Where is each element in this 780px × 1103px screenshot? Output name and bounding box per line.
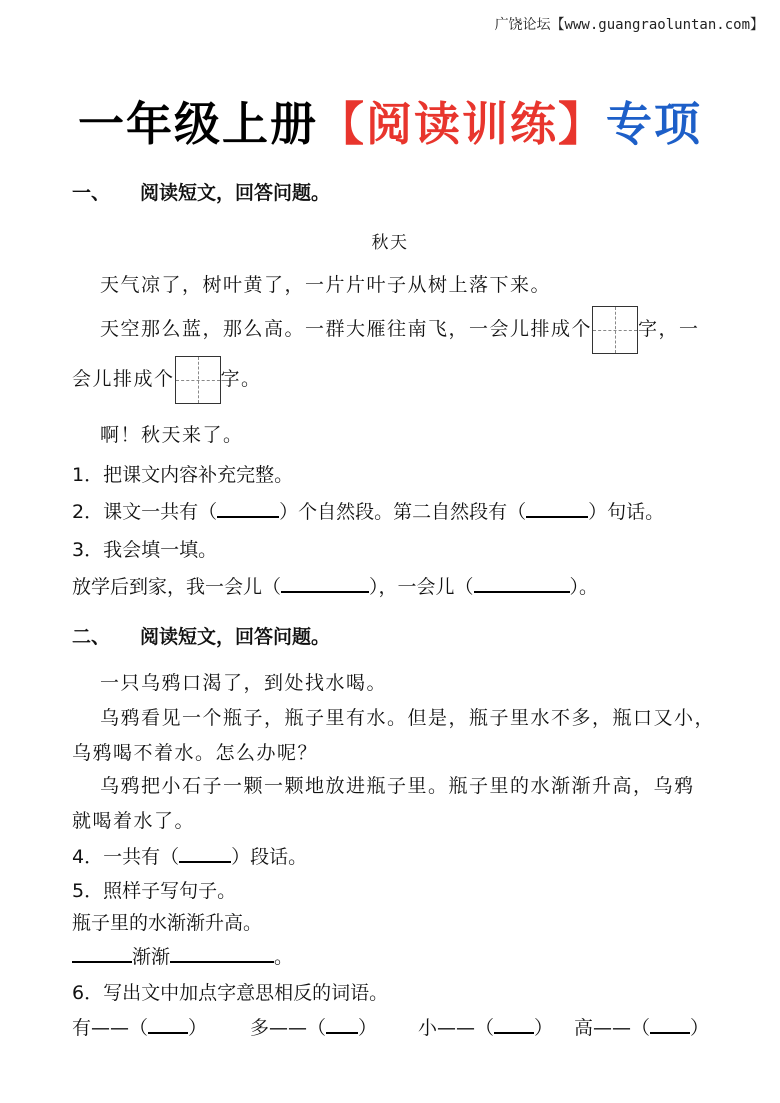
crow-paragraph-3-line-1: 乌鸦把小石子一颗一颗地放进瓶子里。瓶子里的水渐渐升高，乌鸦 (100, 775, 695, 797)
section-2-instruction: 阅读短文，回答问题。 (140, 626, 331, 648)
close-paren: ） (358, 1017, 378, 1039)
question-6: 6．写出文中加点字意思相反的词语。 (72, 982, 389, 1004)
q5-period: 。 (274, 946, 294, 968)
question-2 (72, 497, 664, 524)
answer-blank[interactable] (281, 573, 369, 593)
q5-keyword: 渐渐 (132, 946, 171, 968)
antonym-prompt: 多——（ (250, 1017, 327, 1039)
section-1-number: 一、 (72, 182, 111, 204)
antonym-prompt: 有——（ (72, 1017, 149, 1039)
crow-paragraph-3-line-2: 就喝着水了。 (72, 810, 196, 832)
q2-text-c: ）句话。 (588, 501, 665, 523)
question-5-fill (72, 942, 293, 969)
q3-text-c: ）。 (569, 576, 599, 598)
title-grade: 一年级上册 (78, 97, 318, 151)
answer-blank[interactable] (72, 943, 132, 963)
page-title (0, 88, 780, 154)
q3-text-a: 放学后到家，我一会儿（ (72, 576, 282, 598)
antonym-prompt: 小——（ (418, 1017, 495, 1039)
tian-grid-box[interactable] (175, 356, 221, 404)
answer-blank[interactable] (170, 943, 274, 963)
question-4 (72, 842, 307, 869)
p2-text-b: 字，一 (638, 318, 700, 340)
antonym-item-duo (250, 1013, 377, 1040)
crow-paragraph-1: 一只乌鸦口渴了，到处找水喝。 (100, 672, 388, 694)
p2-text-c: 会儿排成个 (72, 368, 175, 390)
section-1-heading (72, 178, 330, 205)
q4-text-a: 4．一共有（ (72, 846, 180, 868)
q2-text-b: ）个自然段。第二自然段有（ (279, 501, 527, 523)
question-5-example: 瓶子里的水渐渐升高。 (72, 912, 263, 934)
q4-text-b: ）段话。 (231, 846, 308, 868)
story-paragraph-2-line-1 (100, 306, 700, 354)
antonym-prompt: 高——（ (574, 1017, 651, 1039)
tian-grid-box[interactable] (592, 306, 638, 354)
section-1-instruction: 阅读短文，回答问题。 (140, 182, 331, 204)
answer-blank[interactable] (326, 1014, 358, 1034)
question-1: 1．把课文内容补充完整。 (72, 464, 294, 486)
p2-text-d: 字。 (220, 368, 262, 390)
answer-blank[interactable] (650, 1014, 690, 1034)
title-special: 专项 (606, 97, 702, 151)
section-2-heading (72, 622, 330, 649)
answer-blank[interactable] (526, 498, 588, 518)
site-watermark: 广饶论坛【www.guangraoluntan.com】 (494, 17, 764, 33)
answer-blank[interactable] (474, 573, 570, 593)
title-reading: 【阅读训练】 (318, 97, 606, 151)
p2-text-a: 天空那么蓝，那么高。一群大雁往南飞，一会儿排成个 (100, 318, 593, 340)
q2-text-a: 2．课文一共有（ (72, 501, 218, 523)
story-paragraph-1: 天气凉了，树叶黄了，一片片叶子从树上落下来。 (100, 274, 552, 296)
antonym-item-xiao (418, 1013, 553, 1040)
close-paren: ） (690, 1017, 710, 1039)
answer-blank[interactable] (179, 843, 231, 863)
question-5: 5．照样子写句子。 (72, 880, 237, 902)
answer-blank[interactable] (148, 1014, 188, 1034)
question-3-fill (72, 572, 598, 599)
story-title: 秋天 (371, 233, 409, 253)
story-paragraph-2-line-2 (72, 356, 262, 404)
antonym-item-gao (574, 1013, 709, 1040)
crow-paragraph-2-line-1: 乌鸦看见一个瓶子，瓶子里有水。但是，瓶子里水不多，瓶口又小， (100, 707, 716, 729)
antonym-item-you (72, 1013, 207, 1040)
answer-blank[interactable] (494, 1014, 534, 1034)
section-2-number: 二、 (72, 626, 111, 648)
answer-blank[interactable] (217, 498, 279, 518)
q3-text-b: ），一会儿（ (369, 576, 474, 598)
close-paren: ） (534, 1017, 554, 1039)
question-3: 3．我会填一填。 (72, 539, 218, 561)
story-paragraph-3: 啊！秋天来了。 (100, 424, 244, 446)
crow-paragraph-2-line-2: 乌鸦喝不着水。怎么办呢？ (72, 742, 319, 764)
close-paren: ） (188, 1017, 208, 1039)
